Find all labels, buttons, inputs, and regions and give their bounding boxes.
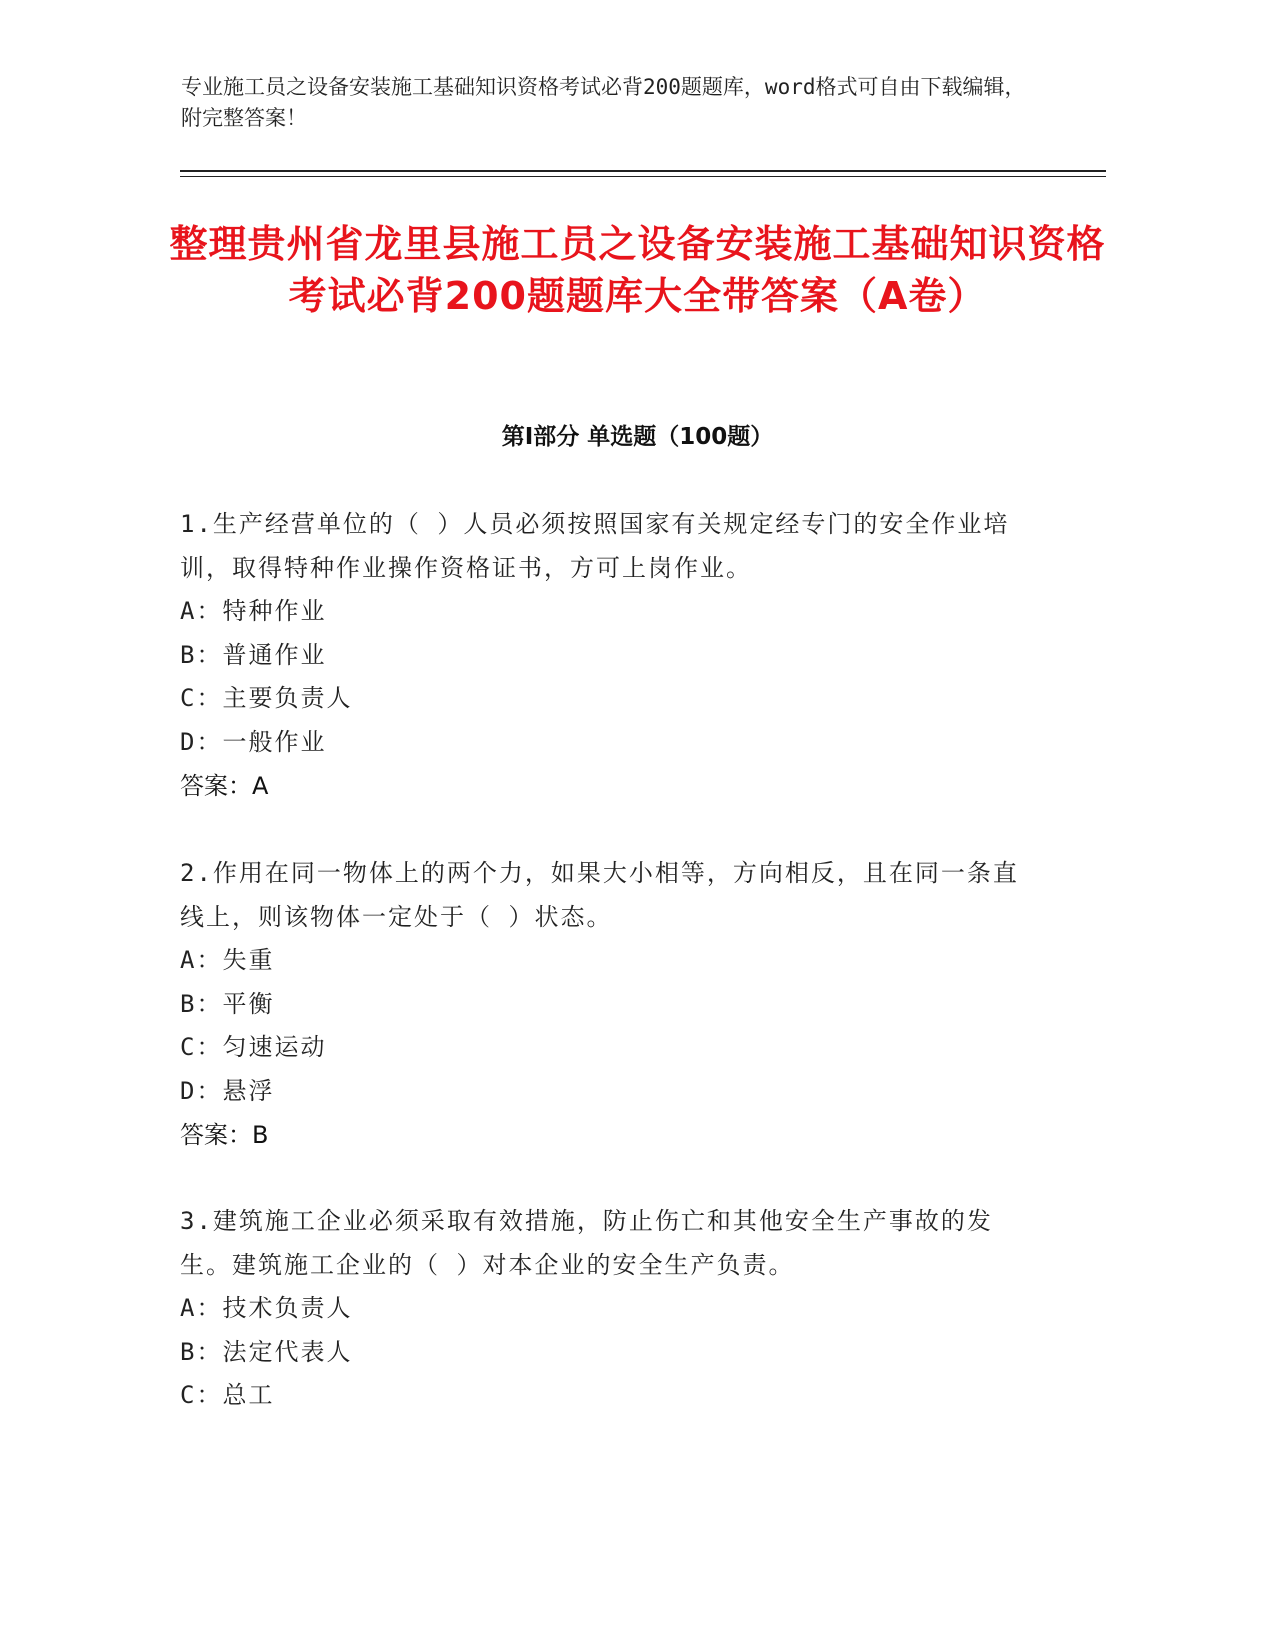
- question-2: [180, 851, 1040, 1157]
- question-stem: 2.作用在同一物体上的两个力，如果大小相等，方向相反，且在同一条直线上，则该物体一定处于（ ）状态。: [180, 859, 1019, 931]
- option-a: A：失重: [180, 946, 275, 974]
- answer: 答案：B: [180, 1121, 269, 1149]
- option-d: D：悬浮: [180, 1076, 275, 1105]
- section-title: 第I部分 单选题（100题）: [501, 424, 774, 450]
- option-c: C：主要负责人: [180, 684, 353, 712]
- option-a: A：技术负责人: [180, 1294, 353, 1322]
- header-divider-thick: [180, 170, 1106, 172]
- question-1: [180, 502, 1040, 808]
- option-d: D：一般作业: [180, 727, 327, 756]
- option-c: C：总工: [180, 1381, 275, 1409]
- question-3: [180, 1199, 1040, 1418]
- option-c: C：匀速运动: [180, 1033, 327, 1061]
- answer: 答案：A: [180, 772, 269, 800]
- question-stem: 1.生产经营单位的（ ）人员必须按照国家有关规定经专门的安全作业培训，取得特种作业操作资格证书，方可上岗作业。: [180, 510, 1010, 582]
- header-divider-thin: [180, 176, 1106, 177]
- option-b: B：普通作业: [180, 640, 327, 669]
- option-a: A：特种作业: [180, 597, 327, 625]
- question-stem: 3.建筑施工企业必须采取有效措施，防止伤亡和其他安全生产事故的发生。建筑施工企业的（ ）对本企业的安全生产负责。: [180, 1207, 993, 1279]
- document-title: 整理贵州省龙里县施工员之设备安装施工基础知识资格考试必背200题题库大全带答案（A卷）: [169, 222, 1106, 318]
- option-b: B：法定代表人: [180, 1337, 353, 1366]
- option-b: B：平衡: [180, 989, 275, 1018]
- header-note: 专业施工员之设备安装施工基础知识资格考试必背200题题库，word格式可自由下载编辑，附完整答案！: [181, 75, 1026, 130]
